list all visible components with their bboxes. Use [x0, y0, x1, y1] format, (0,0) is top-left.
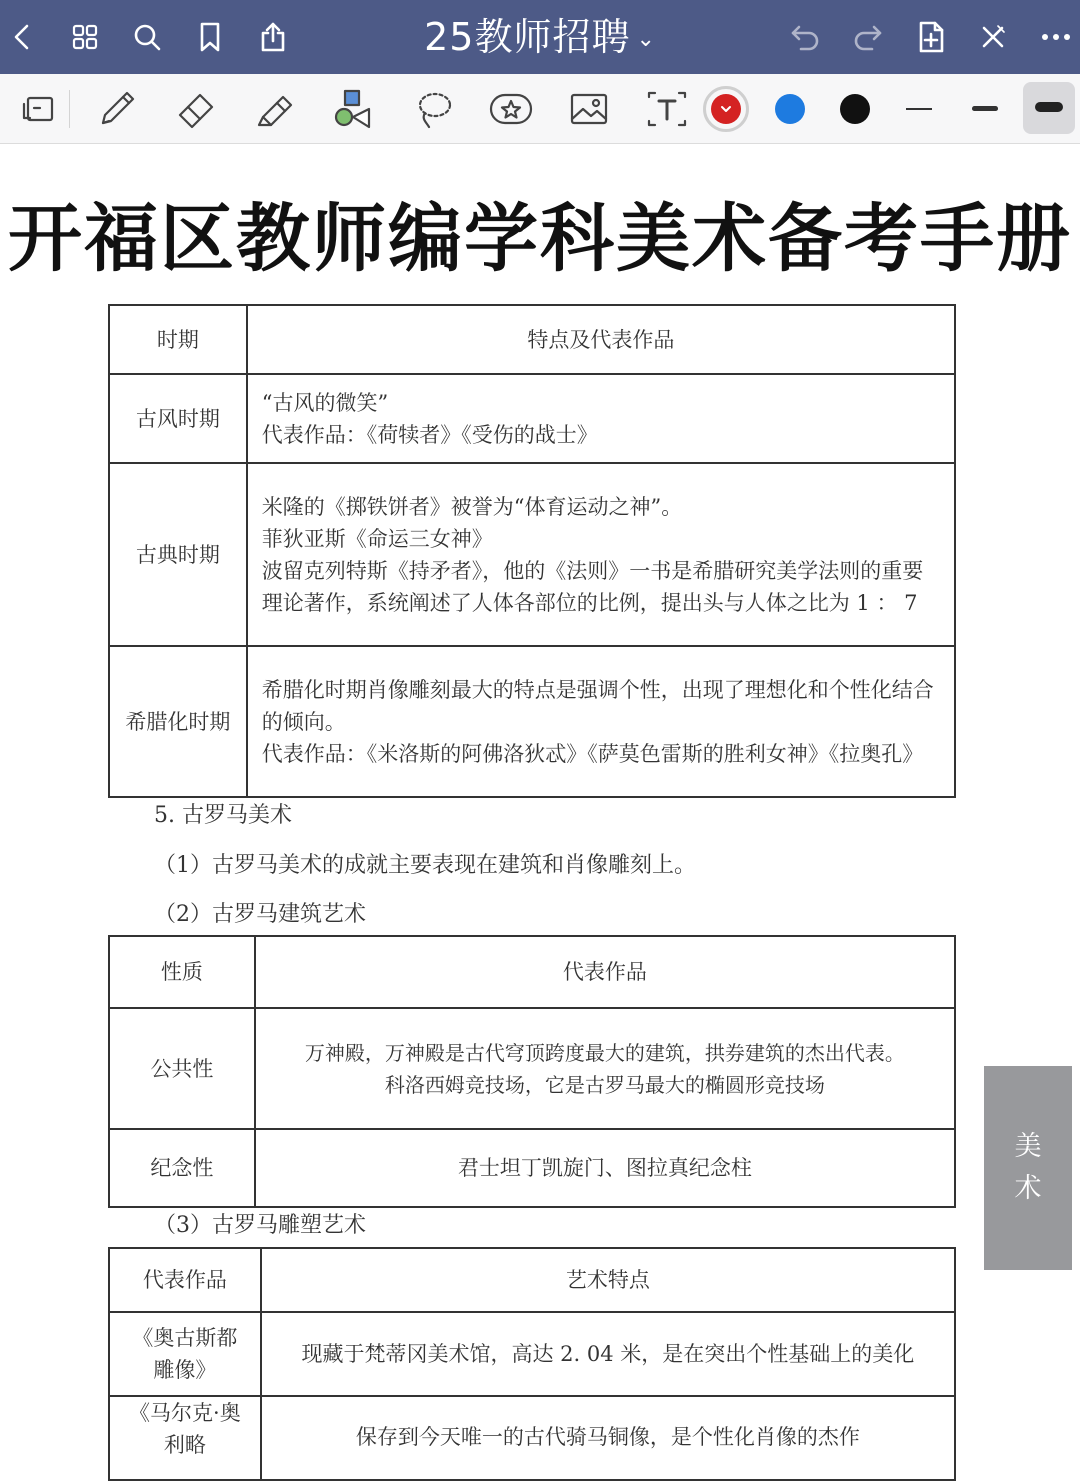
cell-line: 君士坦丁凯旋门、图拉真纪念柱	[457, 1156, 752, 1180]
shapes-icon[interactable]	[328, 85, 378, 133]
cell-line: 科洛西姆竞技场，它是古罗马最大的椭圆形竞技场	[384, 1072, 825, 1097]
side-bookmark-tab[interactable]	[984, 1066, 1072, 1270]
highlighter-icon[interactable]	[250, 85, 300, 133]
toolbar-divider	[69, 90, 70, 128]
medium-stroke-option[interactable]	[972, 106, 998, 111]
table-cell-works	[255, 1129, 955, 1207]
table-header-features: 特点及代表作品	[247, 305, 955, 374]
cell-line: 万神殿，万神殿是古代穹顶跨度最大的建筑，拱券建筑的杰出代表。	[304, 1040, 905, 1065]
annotation-toolbar	[0, 74, 1080, 144]
eraser-icon[interactable]	[171, 85, 221, 133]
thick-stroke-option[interactable]	[1023, 82, 1075, 134]
roman-architecture-table	[108, 935, 956, 1208]
thin-stroke-option[interactable]	[906, 108, 932, 110]
section-heading: 5. 古罗马美术	[154, 803, 292, 828]
table-cell-work: 《马尔克·奥利略	[109, 1396, 261, 1480]
top-navigation-bar	[0, 0, 1080, 74]
paragraph: （1）古罗马美术的成就主要表现在建筑和肖像雕刻上。	[154, 853, 696, 878]
page-layout-icon[interactable]	[13, 85, 63, 133]
pen-icon[interactable]	[92, 85, 142, 133]
red-color-swatch[interactable]	[711, 94, 741, 124]
table-cell-features	[247, 374, 955, 463]
cell-line: 希腊化时期肖像雕刻最大的特点是强调个性，出现了理想化和个性化结合的倾向。	[261, 677, 934, 734]
side-tab-label: 美	[1014, 1131, 1042, 1162]
black-color-swatch[interactable]	[840, 94, 870, 124]
more-options-icon[interactable]	[1036, 17, 1076, 57]
lasso-icon[interactable]	[408, 85, 458, 133]
subsection-heading: （2）古罗马建筑艺术	[154, 902, 366, 927]
table-header-nature: 性质	[109, 936, 255, 1008]
table-header-work: 代表作品	[109, 1248, 261, 1312]
subsection-heading: （3）古罗马雕塑艺术	[154, 1213, 366, 1238]
blue-color-swatch[interactable]	[775, 94, 805, 124]
table-cell-nature: 公共性	[109, 1008, 255, 1129]
close-pen-icon[interactable]	[973, 17, 1013, 57]
text-box-icon[interactable]	[642, 85, 692, 133]
table-cell-period: 古典时期	[109, 463, 247, 646]
share-icon[interactable]	[253, 17, 293, 57]
document-title-text: 25教师招聘	[424, 15, 631, 59]
bookmark-icon[interactable]	[190, 17, 230, 57]
table-cell-period: 希腊化时期	[109, 646, 247, 797]
table-cell-works	[255, 1008, 955, 1129]
redo-icon[interactable]	[848, 17, 888, 57]
table-cell-nature: 纪念性	[109, 1129, 255, 1207]
roman-sculpture-table	[108, 1247, 956, 1481]
table-cell-work: 《奥古斯都雕像》	[109, 1312, 261, 1396]
cell-line: 代表作品：《米洛斯的阿佛洛狄忒》《萨莫色雷斯的胜利女神》《拉奥孔》	[261, 741, 924, 766]
grid-view-icon[interactable]	[65, 17, 105, 57]
image-icon[interactable]	[564, 85, 614, 133]
table-cell-features	[247, 463, 955, 646]
table-header-features: 艺术特点	[261, 1248, 955, 1312]
back-icon[interactable]	[2, 17, 42, 57]
cell-line: 代表作品：《荷犊者》《受伤的战士》	[261, 422, 598, 447]
sticker-icon[interactable]	[486, 85, 536, 133]
cell-line: “古风的微笑”	[261, 390, 389, 415]
title-dropdown-chevron-icon: ⌄	[636, 26, 656, 52]
undo-icon[interactable]	[785, 17, 825, 57]
table-cell-features: 现藏于梵蒂冈美术馆，高达 2. 04 米，是在突出个性基础上的美化	[261, 1312, 955, 1396]
greek-art-table	[108, 304, 956, 798]
add-page-icon[interactable]	[911, 17, 951, 57]
table-header-works: 代表作品	[255, 936, 955, 1008]
page-heading: 开福区教师编学科美术备考手册	[8, 196, 1072, 282]
table-header-period: 时期	[109, 305, 247, 374]
search-icon[interactable]	[127, 17, 167, 57]
cell-line: 米隆的《掷铁饼者》被誉为“体育运动之神”。	[261, 494, 683, 519]
table-cell-period: 古风时期	[109, 374, 247, 463]
table-cell-features: 保存到今天唯一的古代骑马铜像，是个性化肖像的杰作	[261, 1396, 955, 1480]
side-tab-label: 术	[1014, 1173, 1042, 1204]
table-cell-features	[247, 646, 955, 797]
cell-line: 菲狄亚斯《命运三女神》	[261, 526, 493, 551]
cell-line: 波留克列特斯《持矛者》，他的《法则》一书是希腊研究美学法则的重要理论著作，系统阐述了人体各部位的比例，提出头与人体之比为 1 ： 7	[261, 558, 924, 615]
